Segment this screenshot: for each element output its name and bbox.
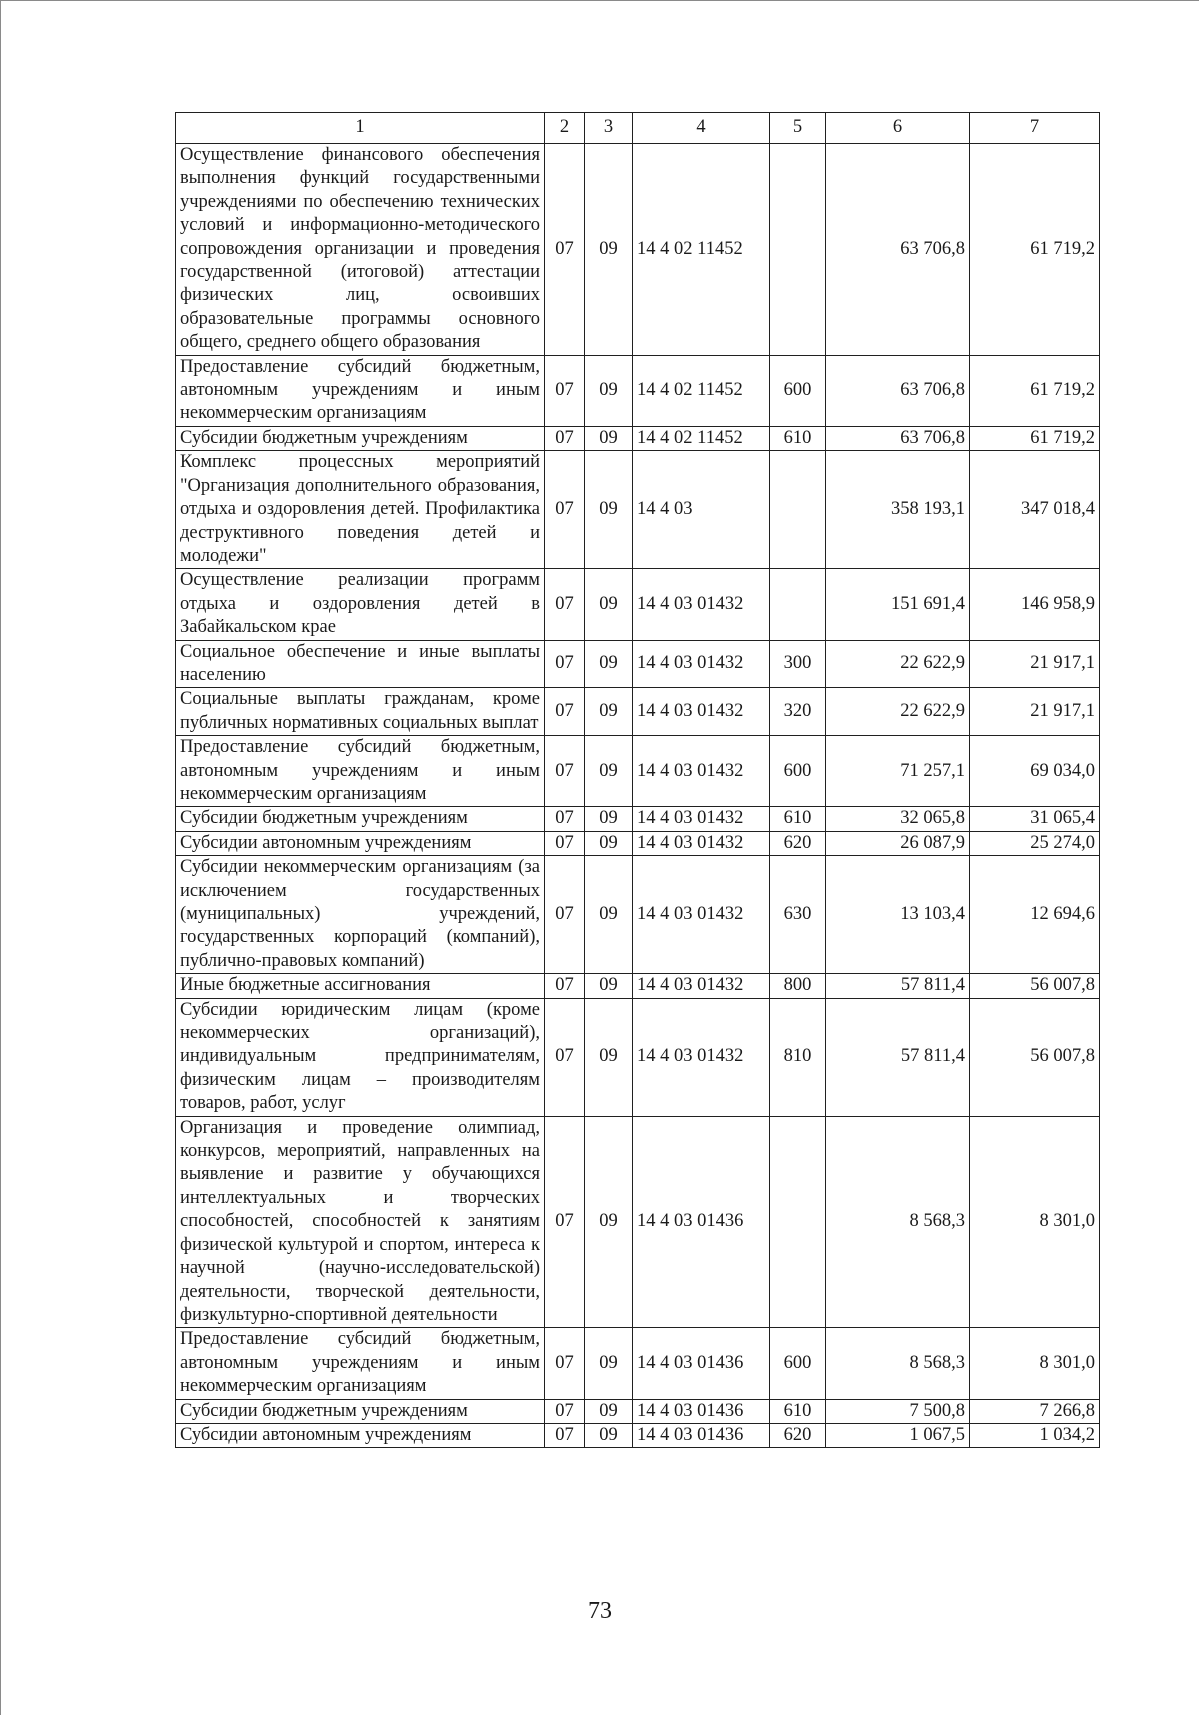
row-section-code: 07 bbox=[545, 1116, 585, 1328]
table-row bbox=[176, 451, 1100, 569]
table-row bbox=[176, 807, 1100, 831]
row-amount-col6: 8 568,3 bbox=[826, 1116, 970, 1328]
row-description: Иные бюджетные ассигнования bbox=[176, 974, 545, 998]
row-section-code: 07 bbox=[545, 426, 585, 450]
row-amount-col7: 61 719,2 bbox=[970, 144, 1100, 356]
table-row bbox=[176, 426, 1100, 450]
row-target-article: 14 4 03 01432 bbox=[633, 736, 770, 807]
row-amount-col6: 7 500,8 bbox=[826, 1399, 970, 1423]
row-amount-col6: 63 706,8 bbox=[826, 144, 970, 356]
row-subsection-code: 09 bbox=[585, 426, 633, 450]
row-description: Социальное обеспечение и иные выплаты населению bbox=[176, 640, 545, 688]
row-description: Организация и проведение олимпиад, конкурсов, мероприятий, направленных на выявление и развитие у обучающихся интеллектуальных и творческих способностей, способностей к занятиям физической культурой и спортом, интереса к научной (научно-исследовательской) деятельности, творческой деятельности, физкультурно-спортивной деятельности bbox=[176, 1116, 545, 1328]
row-subsection-code: 09 bbox=[585, 451, 633, 569]
row-target-article: 14 4 03 01432 bbox=[633, 831, 770, 855]
row-target-article: 14 4 03 01432 bbox=[633, 807, 770, 831]
row-subsection-code: 09 bbox=[585, 688, 633, 736]
row-target-article: 14 4 03 bbox=[633, 451, 770, 569]
table-body bbox=[176, 144, 1100, 1448]
row-target-article: 14 4 02 11452 bbox=[633, 426, 770, 450]
row-amount-col6: 8 568,3 bbox=[826, 1328, 970, 1399]
row-expense-type: 610 bbox=[770, 1399, 826, 1423]
row-expense-type bbox=[770, 144, 826, 356]
row-subsection-code: 09 bbox=[585, 640, 633, 688]
row-amount-col7: 31 065,4 bbox=[970, 807, 1100, 831]
table-row bbox=[176, 1328, 1100, 1399]
header-col-2: 2 bbox=[545, 113, 585, 144]
row-description: Субсидии юридическим лицам (кроме некоммерческих организаций), индивидуальным предпринимателям, физическим лицам – производителям товаров, работ, услуг bbox=[176, 998, 545, 1116]
row-expense-type: 620 bbox=[770, 1423, 826, 1447]
row-amount-col6: 63 706,8 bbox=[826, 426, 970, 450]
row-expense-type: 610 bbox=[770, 807, 826, 831]
budget-table bbox=[175, 112, 1100, 1448]
row-description: Комплекс процессных мероприятий "Организация дополнительного образования, отдыха и оздоровления детей. Профилактика деструктивного поведения детей и молодежи" bbox=[176, 451, 545, 569]
header-col-5: 5 bbox=[770, 113, 826, 144]
table-row bbox=[176, 1423, 1100, 1447]
row-amount-col7: 7 266,8 bbox=[970, 1399, 1100, 1423]
row-section-code: 07 bbox=[545, 1328, 585, 1399]
row-amount-col6: 63 706,8 bbox=[826, 355, 970, 426]
row-amount-col7: 1 034,2 bbox=[970, 1423, 1100, 1447]
table-row bbox=[176, 355, 1100, 426]
row-amount-col6: 57 811,4 bbox=[826, 998, 970, 1116]
row-target-article: 14 4 03 01436 bbox=[633, 1328, 770, 1399]
row-description: Субсидии автономным учреждениям bbox=[176, 831, 545, 855]
row-target-article: 14 4 03 01432 bbox=[633, 640, 770, 688]
row-subsection-code: 09 bbox=[585, 856, 633, 974]
row-amount-col7: 25 274,0 bbox=[970, 831, 1100, 855]
row-description: Субсидии бюджетным учреждениям bbox=[176, 807, 545, 831]
row-target-article: 14 4 03 01432 bbox=[633, 569, 770, 640]
row-section-code: 07 bbox=[545, 974, 585, 998]
row-amount-col7: 61 719,2 bbox=[970, 426, 1100, 450]
row-description: Осуществление финансового обеспечения выполнения функций государственными учреждениями по обеспечению технических условий и информационно-методического сопровождения организации и проведения государственной (итоговой) аттестации физических лиц, освоивших образовательные программы основного общего, среднего общего образования bbox=[176, 144, 545, 356]
row-subsection-code: 09 bbox=[585, 736, 633, 807]
row-expense-type: 630 bbox=[770, 856, 826, 974]
row-target-article: 14 4 03 01436 bbox=[633, 1116, 770, 1328]
row-section-code: 07 bbox=[545, 1423, 585, 1447]
table-header bbox=[176, 113, 1100, 144]
row-expense-type: 620 bbox=[770, 831, 826, 855]
row-amount-col6: 26 087,9 bbox=[826, 831, 970, 855]
row-section-code: 07 bbox=[545, 1399, 585, 1423]
row-amount-col7: 56 007,8 bbox=[970, 974, 1100, 998]
row-description: Социальные выплаты гражданам, кроме публичных нормативных социальных выплат bbox=[176, 688, 545, 736]
row-target-article: 14 4 03 01436 bbox=[633, 1423, 770, 1447]
row-amount-col7: 56 007,8 bbox=[970, 998, 1100, 1116]
row-description: Осуществление реализации программ отдыха и оздоровления детей в Забайкальском крае bbox=[176, 569, 545, 640]
row-expense-type bbox=[770, 451, 826, 569]
table-row bbox=[176, 569, 1100, 640]
row-amount-col6: 358 193,1 bbox=[826, 451, 970, 569]
table-row bbox=[176, 144, 1100, 356]
row-amount-col7: 69 034,0 bbox=[970, 736, 1100, 807]
row-section-code: 07 bbox=[545, 144, 585, 356]
row-expense-type: 300 bbox=[770, 640, 826, 688]
table-row bbox=[176, 974, 1100, 998]
row-subsection-code: 09 bbox=[585, 1399, 633, 1423]
row-description: Предоставление субсидий бюджетным, автономным учреждениям и иным некоммерческим организациям bbox=[176, 1328, 545, 1399]
row-subsection-code: 09 bbox=[585, 144, 633, 356]
header-row bbox=[176, 113, 1100, 144]
row-amount-col7: 146 958,9 bbox=[970, 569, 1100, 640]
row-expense-type: 600 bbox=[770, 355, 826, 426]
table-row bbox=[176, 688, 1100, 736]
row-expense-type: 800 bbox=[770, 974, 826, 998]
row-description: Субсидии бюджетным учреждениям bbox=[176, 426, 545, 450]
row-amount-col7: 12 694,6 bbox=[970, 856, 1100, 974]
row-section-code: 07 bbox=[545, 831, 585, 855]
header-col-1: 1 bbox=[176, 113, 545, 144]
table-row bbox=[176, 640, 1100, 688]
row-subsection-code: 09 bbox=[585, 974, 633, 998]
row-target-article: 14 4 02 11452 bbox=[633, 355, 770, 426]
row-section-code: 07 bbox=[545, 355, 585, 426]
row-description: Предоставление субсидий бюджетным, автономным учреждениям и иным некоммерческим организациям bbox=[176, 736, 545, 807]
row-expense-type bbox=[770, 1116, 826, 1328]
table-row bbox=[176, 1399, 1100, 1423]
row-section-code: 07 bbox=[545, 451, 585, 569]
row-section-code: 07 bbox=[545, 856, 585, 974]
row-section-code: 07 bbox=[545, 807, 585, 831]
row-amount-col7: 347 018,4 bbox=[970, 451, 1100, 569]
row-subsection-code: 09 bbox=[585, 1328, 633, 1399]
row-expense-type: 320 bbox=[770, 688, 826, 736]
row-amount-col6: 151 691,4 bbox=[826, 569, 970, 640]
page-number: 73 bbox=[588, 1598, 612, 1624]
row-expense-type: 810 bbox=[770, 998, 826, 1116]
row-subsection-code: 09 bbox=[585, 998, 633, 1116]
table-row bbox=[176, 1116, 1100, 1328]
row-expense-type bbox=[770, 569, 826, 640]
row-subsection-code: 09 bbox=[585, 569, 633, 640]
table-row bbox=[176, 856, 1100, 974]
row-target-article: 14 4 03 01436 bbox=[633, 1399, 770, 1423]
row-amount-col7: 21 917,1 bbox=[970, 640, 1100, 688]
row-amount-col7: 61 719,2 bbox=[970, 355, 1100, 426]
row-amount-col7: 8 301,0 bbox=[970, 1116, 1100, 1328]
header-col-3: 3 bbox=[585, 113, 633, 144]
row-target-article: 14 4 03 01432 bbox=[633, 688, 770, 736]
row-section-code: 07 bbox=[545, 688, 585, 736]
header-col-6: 6 bbox=[826, 113, 970, 144]
row-amount-col6: 22 622,9 bbox=[826, 688, 970, 736]
table-row bbox=[176, 736, 1100, 807]
row-amount-col6: 71 257,1 bbox=[826, 736, 970, 807]
row-section-code: 07 bbox=[545, 569, 585, 640]
row-target-article: 14 4 03 01432 bbox=[633, 856, 770, 974]
row-description: Субсидии некоммерческим организациям (за исключением государственных (муниципальных) учреждений, государственных корпораций (компаний), публично-правовых компаний) bbox=[176, 856, 545, 974]
row-target-article: 14 4 03 01432 bbox=[633, 998, 770, 1116]
row-section-code: 07 bbox=[545, 998, 585, 1116]
row-amount-col7: 8 301,0 bbox=[970, 1328, 1100, 1399]
row-subsection-code: 09 bbox=[585, 1423, 633, 1447]
row-expense-type: 600 bbox=[770, 736, 826, 807]
row-description: Субсидии автономным учреждениям bbox=[176, 1423, 545, 1447]
row-section-code: 07 bbox=[545, 736, 585, 807]
row-subsection-code: 09 bbox=[585, 831, 633, 855]
header-col-7: 7 bbox=[970, 113, 1100, 144]
header-col-4: 4 bbox=[633, 113, 770, 144]
row-amount-col6: 32 065,8 bbox=[826, 807, 970, 831]
row-section-code: 07 bbox=[545, 640, 585, 688]
row-amount-col6: 13 103,4 bbox=[826, 856, 970, 974]
row-amount-col7: 21 917,1 bbox=[970, 688, 1100, 736]
row-amount-col6: 57 811,4 bbox=[826, 974, 970, 998]
row-target-article: 14 4 03 01432 bbox=[633, 974, 770, 998]
row-expense-type: 600 bbox=[770, 1328, 826, 1399]
row-subsection-code: 09 bbox=[585, 1116, 633, 1328]
row-amount-col6: 22 622,9 bbox=[826, 640, 970, 688]
row-description: Предоставление субсидий бюджетным, автономным учреждениям и иным некоммерческим организациям bbox=[176, 355, 545, 426]
row-subsection-code: 09 bbox=[585, 807, 633, 831]
row-subsection-code: 09 bbox=[585, 355, 633, 426]
row-description: Субсидии бюджетным учреждениям bbox=[176, 1399, 545, 1423]
row-target-article: 14 4 02 11452 bbox=[633, 144, 770, 356]
table-row bbox=[176, 998, 1100, 1116]
table-row bbox=[176, 831, 1100, 855]
row-amount-col6: 1 067,5 bbox=[826, 1423, 970, 1447]
row-expense-type: 610 bbox=[770, 426, 826, 450]
